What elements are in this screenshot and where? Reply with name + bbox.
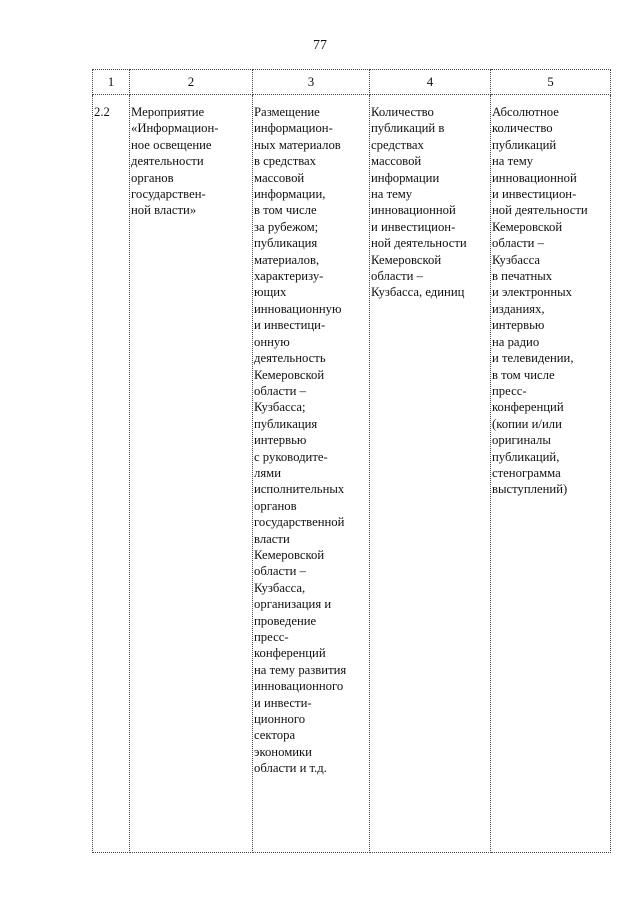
cell-text-line: ных материалов <box>254 137 341 152</box>
cell-text-line: Размещение <box>254 105 320 119</box>
row-number-cell <box>93 95 130 853</box>
cell-text-line: области – <box>254 383 306 398</box>
cell-text-line: сектора <box>254 728 296 743</box>
cell-text-line: и телевидении, <box>492 351 574 366</box>
cell-text-line: Кузбасса, <box>254 580 306 595</box>
cell-text-line: с руководите- <box>254 449 328 464</box>
cell-text-line: материалов, <box>254 252 320 267</box>
cell-text-line: на тему <box>371 187 413 202</box>
cell-text-line: информации <box>371 170 440 185</box>
cell-text-line: «Информацион- <box>131 121 219 136</box>
cell-text-line: Кемеровской <box>371 252 442 267</box>
cell-text-line: исполнительных <box>254 482 345 497</box>
cell-text-line: конференций <box>492 400 564 415</box>
cell-text-line: количество <box>492 121 553 136</box>
cell-text-line: Кемеровской <box>492 219 563 234</box>
cell-text-line: деятельности <box>131 154 204 169</box>
cell-text-line: оригиналы <box>492 433 551 448</box>
cell-text-line: массовой <box>254 170 305 185</box>
cell-text-line: органов <box>254 498 297 513</box>
cell-text-line: онную <box>254 334 290 349</box>
cell-text-line: инновационного <box>254 679 344 694</box>
cell-text-line: лями <box>254 465 281 480</box>
cell-text-line: публикаций <box>492 137 557 152</box>
cell-text-line: интервью <box>254 433 307 448</box>
cell-text-line: Абсолютное <box>492 105 559 119</box>
cell-text-line: пресс- <box>254 630 289 644</box>
cell-text-line: экономики <box>254 744 312 759</box>
cell-text-line: средствах <box>371 137 424 152</box>
cell-text-line: массовой <box>371 154 422 169</box>
cell-text-line: и инвести- <box>254 695 312 710</box>
cell-text-line: публикация <box>254 416 318 431</box>
cell-text-line: на тему развития <box>254 662 347 677</box>
cell-text-line: публикация <box>254 236 318 251</box>
cell-text-line: на радио <box>492 334 540 349</box>
cell-text-line: области – <box>254 564 306 579</box>
cell-text-line: инновационной <box>492 170 577 185</box>
cell-text-line: Количество <box>371 105 434 119</box>
cell-text-line: в том числе <box>254 203 317 218</box>
document-table <box>92 69 611 853</box>
cell-text-line: пресс- <box>492 383 527 398</box>
cell-text-line: Кемеровской <box>254 547 325 562</box>
indicator-cell <box>370 95 491 853</box>
cell-text-line: интервью <box>492 318 545 333</box>
cell-text-line: государственной <box>254 515 345 530</box>
cell-text-line: информацион- <box>254 121 333 136</box>
cell-text-line: публикаций в <box>371 121 445 136</box>
cell-text-line: государствен- <box>131 187 206 202</box>
cell-text-line: Кузбасса; <box>254 400 306 415</box>
cell-text-line: области – <box>371 269 423 284</box>
cell-text-line: проведение <box>254 613 317 628</box>
cell-text-line: выступлений) <box>492 482 568 497</box>
cell-text-line: и электронных <box>492 285 572 300</box>
column-header-4: 4 <box>370 70 491 95</box>
cell-text-line: информации, <box>254 187 326 202</box>
cell-text-line: в печатных <box>492 269 553 284</box>
cell-text-line: публикаций, <box>492 449 560 464</box>
cell-text-line: деятельность <box>254 351 326 366</box>
cell-text-line: инновационной <box>371 203 456 218</box>
cell-text-line: области и т.д. <box>254 761 327 776</box>
table-header-row <box>93 70 611 95</box>
cell-text-line: ной деятельности <box>371 236 467 251</box>
cell-text-line: области – <box>492 236 544 251</box>
cell-text-line: 2.2 <box>94 105 110 119</box>
cell-text-line: ное освещение <box>131 137 212 152</box>
column-header-3: 3 <box>253 70 370 95</box>
cell-text-line: в средствах <box>254 154 317 169</box>
cell-text-line: и инвестици- <box>254 318 326 333</box>
cell-text-line: органов <box>131 170 174 185</box>
cell-text-line: организация и <box>254 597 332 612</box>
cell-text-line: Кузбасса <box>492 252 540 267</box>
cell-text-line: за рубежом; <box>254 219 319 234</box>
cell-text-line: стенограмма <box>492 465 561 480</box>
cell-text-line: инновационную <box>254 301 342 316</box>
cell-text-line: Кузбасса, единиц <box>371 285 465 300</box>
cell-text-line: и инвестицион- <box>492 187 577 202</box>
cell-text-line: ной власти» <box>131 203 197 218</box>
column-header-5: 5 <box>491 70 611 95</box>
indicator-definition-cell <box>491 95 611 853</box>
cell-text-line: в том числе <box>492 367 555 382</box>
cell-text-line: изданиях, <box>492 301 545 316</box>
cell-text-line: конференций <box>254 646 326 661</box>
cell-text-line: ционного <box>254 712 306 727</box>
column-header-2: 2 <box>130 70 253 95</box>
event-content-cell <box>253 95 370 853</box>
cell-text-line: ющих <box>254 285 287 300</box>
cell-text-line: Кемеровской <box>254 367 325 382</box>
cell-text-line: (копии и/или <box>492 416 562 431</box>
cell-text-line: и инвестицион- <box>371 219 456 234</box>
event-name-cell <box>130 95 253 853</box>
cell-text-line: на тему <box>492 154 534 169</box>
page-number: 77 <box>313 38 327 53</box>
cell-text-line: характеризу- <box>254 269 324 284</box>
column-header-1: 1 <box>93 70 130 95</box>
cell-text-line: ной деятельности <box>492 203 588 218</box>
table-row <box>93 95 611 853</box>
cell-text-line: Мероприятие <box>131 105 205 119</box>
cell-text-line: власти <box>254 531 290 546</box>
